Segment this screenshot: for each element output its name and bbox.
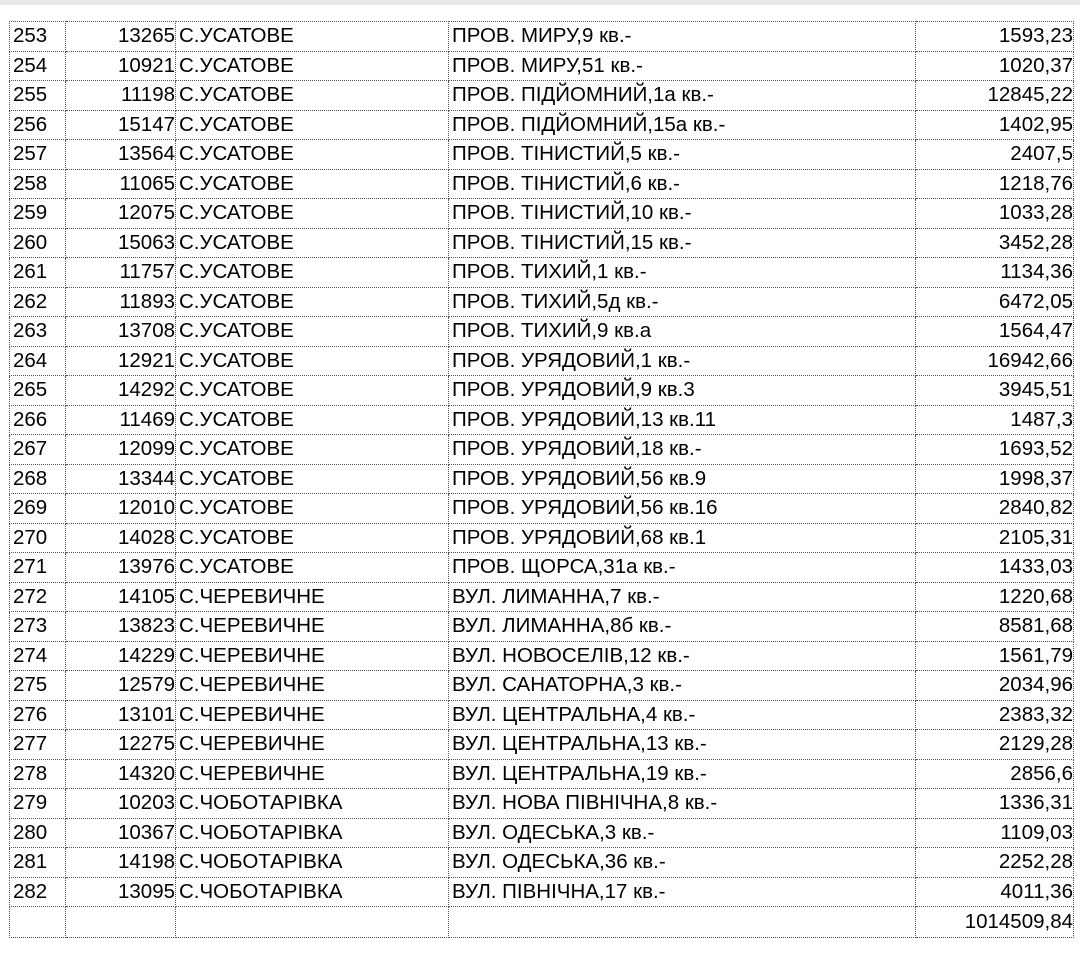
address-cell: ПРОВ. УРЯДОВИЙ,13 кв.11 (449, 405, 916, 435)
village-cell: С.УСАТОВЕ (176, 258, 449, 288)
table-row (10, 22, 1074, 52)
row-number-cell: 275 (10, 671, 66, 701)
table-row (10, 51, 1074, 81)
address-cell: ВУЛ. ОДЕСЬКА,36 кв.- (449, 848, 916, 878)
row-number-cell: 254 (10, 51, 66, 81)
village-cell: С.УСАТОВЕ (176, 553, 449, 583)
row-number-cell: 263 (10, 317, 66, 347)
account-number-cell: 13708 (66, 317, 176, 347)
amount-cell: 1134,36 (916, 258, 1074, 288)
row-number-cell: 271 (10, 553, 66, 583)
table-row (10, 228, 1074, 258)
village-cell: С.ЧЕРЕВИЧНЕ (176, 671, 449, 701)
account-number-cell: 11065 (66, 169, 176, 199)
amount-cell: 3945,51 (916, 376, 1074, 406)
account-number-cell: 14320 (66, 759, 176, 789)
amount-cell: 4011,36 (916, 877, 1074, 907)
row-number-cell: 262 (10, 287, 66, 317)
amount-cell: 2034,96 (916, 671, 1074, 701)
address-cell: ПРОВ. ЩОРСА,31а кв.- (449, 553, 916, 583)
village-cell: С.ЧЕРЕВИЧНЕ (176, 730, 449, 760)
village-cell: С.ЧЕРЕВИЧНЕ (176, 612, 449, 642)
account-number-cell: 11469 (66, 405, 176, 435)
address-cell: ВУЛ. ПІВНІЧНА,17 кв.- (449, 877, 916, 907)
account-number-cell: 14229 (66, 641, 176, 671)
amount-cell: 1109,03 (916, 818, 1074, 848)
village-cell: С.УСАТОВЕ (176, 199, 449, 229)
amount-cell: 1033,28 (916, 199, 1074, 229)
address-cell: ВУЛ. ЛИМАННА,8б кв.- (449, 612, 916, 642)
table-row (10, 258, 1074, 288)
address-cell: ВУЛ. НОВА ПІВНІЧНА,8 кв.- (449, 789, 916, 819)
address-cell: ПРОВ. УРЯДОВИЙ,68 кв.1 (449, 523, 916, 553)
row-number-cell: 264 (10, 346, 66, 376)
amount-cell: 12845,22 (916, 81, 1074, 111)
address-cell: ПРОВ. ТИХИЙ,1 кв.- (449, 258, 916, 288)
account-number-cell: 13265 (66, 22, 176, 52)
table-row (10, 287, 1074, 317)
address-cell: ПРОВ. МИРУ,51 кв.- (449, 51, 916, 81)
address-cell: ВУЛ. САНАТОРНА,3 кв.- (449, 671, 916, 701)
village-cell: С.УСАТОВЕ (176, 51, 449, 81)
table-row (10, 759, 1074, 789)
row-number-cell: 279 (10, 789, 66, 819)
amount-cell: 16942,66 (916, 346, 1074, 376)
village-cell: С.УСАТОВЕ (176, 376, 449, 406)
village-cell: С.УСАТОВЕ (176, 464, 449, 494)
table-row (10, 494, 1074, 524)
table-row (10, 317, 1074, 347)
account-number-cell: 11757 (66, 258, 176, 288)
row-number-cell: 253 (10, 22, 66, 52)
row-number-cell: 259 (10, 199, 66, 229)
village-cell: С.УСАТОВЕ (176, 346, 449, 376)
village-cell: С.ЧОБОТАРІВКА (176, 789, 449, 819)
amount-cell: 2252,28 (916, 848, 1074, 878)
account-number-cell: 12579 (66, 671, 176, 701)
amount-cell: 1561,79 (916, 641, 1074, 671)
amount-cell: 1336,31 (916, 789, 1074, 819)
account-number-cell: 15063 (66, 228, 176, 258)
amount-cell: 2856,6 (916, 759, 1074, 789)
row-number-cell: 276 (10, 700, 66, 730)
debt-register-sheet (9, 21, 1073, 938)
row-number-cell: 277 (10, 730, 66, 760)
row-number-cell: 255 (10, 81, 66, 111)
village-cell: С.УСАТОВЕ (176, 435, 449, 465)
account-number-cell: 12099 (66, 435, 176, 465)
table-row (10, 140, 1074, 170)
row-number-cell: 281 (10, 848, 66, 878)
table-row (10, 346, 1074, 376)
village-cell: С.УСАТОВЕ (176, 140, 449, 170)
village-cell: С.УСАТОВЕ (176, 405, 449, 435)
address-cell: ВУЛ. ЛИМАННА,7 кв.- (449, 582, 916, 612)
table-row (10, 405, 1074, 435)
account-number-cell: 14105 (66, 582, 176, 612)
account-number-cell: 10921 (66, 51, 176, 81)
account-number-cell: 13095 (66, 877, 176, 907)
village-cell: С.ЧОБОТАРІВКА (176, 818, 449, 848)
account-number-cell: 10203 (66, 789, 176, 819)
row-number-cell: 256 (10, 110, 66, 140)
amount-cell: 2129,28 (916, 730, 1074, 760)
table-row (10, 376, 1074, 406)
village-cell: С.УСАТОВЕ (176, 523, 449, 553)
table-row (10, 848, 1074, 878)
amount-cell: 1693,52 (916, 435, 1074, 465)
account-number-cell: 12075 (66, 199, 176, 229)
total-empty-cell (10, 907, 66, 938)
address-cell: ПРОВ. ТІНИСТИЙ,6 кв.- (449, 169, 916, 199)
row-number-cell: 268 (10, 464, 66, 494)
table-row (10, 169, 1074, 199)
row-number-cell: 280 (10, 818, 66, 848)
amount-cell: 1998,37 (916, 464, 1074, 494)
row-number-cell: 270 (10, 523, 66, 553)
address-cell: ПРОВ. УРЯДОВИЙ,1 кв.- (449, 346, 916, 376)
table-row (10, 199, 1074, 229)
table-row (10, 553, 1074, 583)
table-row (10, 523, 1074, 553)
address-cell: ВУЛ. НОВОСЕЛІВ,12 кв.- (449, 641, 916, 671)
table-row (10, 818, 1074, 848)
amount-cell: 2407,5 (916, 140, 1074, 170)
account-number-cell: 13564 (66, 140, 176, 170)
register-body (10, 22, 1074, 907)
row-number-cell: 266 (10, 405, 66, 435)
amount-cell: 2105,31 (916, 523, 1074, 553)
address-cell: ПРОВ. ТІНИСТИЙ,15 кв.- (449, 228, 916, 258)
village-cell: С.ЧЕРЕВИЧНЕ (176, 582, 449, 612)
account-number-cell: 11198 (66, 81, 176, 111)
account-number-cell: 13976 (66, 553, 176, 583)
address-cell: ПРОВ. УРЯДОВИЙ,56 кв.9 (449, 464, 916, 494)
account-number-cell: 14028 (66, 523, 176, 553)
account-number-cell: 12010 (66, 494, 176, 524)
amount-cell: 8581,68 (916, 612, 1074, 642)
village-cell: С.УСАТОВЕ (176, 317, 449, 347)
amount-cell: 1218,76 (916, 169, 1074, 199)
total-empty-cell (449, 907, 916, 938)
row-number-cell: 272 (10, 582, 66, 612)
village-cell: С.УСАТОВЕ (176, 494, 449, 524)
amount-cell: 1593,23 (916, 22, 1074, 52)
row-number-cell: 261 (10, 258, 66, 288)
account-number-cell: 13101 (66, 700, 176, 730)
table-row (10, 700, 1074, 730)
village-cell: С.УСАТОВЕ (176, 22, 449, 52)
address-cell: ПРОВ. УРЯДОВИЙ,18 кв.- (449, 435, 916, 465)
table-row (10, 730, 1074, 760)
total-empty-cell (176, 907, 449, 938)
row-number-cell: 260 (10, 228, 66, 258)
account-number-cell: 13344 (66, 464, 176, 494)
amount-cell: 2840,82 (916, 494, 1074, 524)
amount-cell: 3452,28 (916, 228, 1074, 258)
row-number-cell: 257 (10, 140, 66, 170)
row-number-cell: 265 (10, 376, 66, 406)
row-number-cell: 282 (10, 877, 66, 907)
account-number-cell: 15147 (66, 110, 176, 140)
village-cell: С.УСАТОВЕ (176, 169, 449, 199)
amount-cell: 1564,47 (916, 317, 1074, 347)
address-cell: ВУЛ. ЦЕНТРАЛЬНА,13 кв.- (449, 730, 916, 760)
grand-total-cell: 1014509,84 (916, 907, 1074, 938)
table-row (10, 612, 1074, 642)
table-row (10, 671, 1074, 701)
village-cell: С.ЧОБОТАРІВКА (176, 848, 449, 878)
debt-register-table (9, 21, 1074, 938)
row-number-cell: 269 (10, 494, 66, 524)
address-cell: ПРОВ. ПІДЙОМНИЙ,1а кв.- (449, 81, 916, 111)
village-cell: С.ЧЕРЕВИЧНЕ (176, 700, 449, 730)
address-cell: ВУЛ. ОДЕСЬКА,3 кв.- (449, 818, 916, 848)
village-cell: С.ЧЕРЕВИЧНЕ (176, 641, 449, 671)
row-number-cell: 273 (10, 612, 66, 642)
account-number-cell: 14198 (66, 848, 176, 878)
amount-cell: 1402,95 (916, 110, 1074, 140)
table-row (10, 110, 1074, 140)
account-number-cell: 12275 (66, 730, 176, 760)
table-row (10, 877, 1074, 907)
address-cell: ПРОВ. ТІНИСТИЙ,10 кв.- (449, 199, 916, 229)
village-cell: С.ЧОБОТАРІВКА (176, 877, 449, 907)
table-row (10, 435, 1074, 465)
village-cell: С.ЧЕРЕВИЧНЕ (176, 759, 449, 789)
village-cell: С.УСАТОВЕ (176, 228, 449, 258)
amount-cell: 6472,05 (916, 287, 1074, 317)
account-number-cell: 10367 (66, 818, 176, 848)
table-row (10, 81, 1074, 111)
village-cell: С.УСАТОВЕ (176, 110, 449, 140)
top-border-strip (0, 0, 1080, 5)
amount-cell: 1433,03 (916, 553, 1074, 583)
address-cell: ПРОВ. ПІДЙОМНИЙ,15а кв.- (449, 110, 916, 140)
address-cell: ПРОВ. ТІНИСТИЙ,5 кв.- (449, 140, 916, 170)
total-empty-cell (66, 907, 176, 938)
address-cell: ПРОВ. МИРУ,9 кв.- (449, 22, 916, 52)
address-cell: ПРОВ. УРЯДОВИЙ,56 кв.16 (449, 494, 916, 524)
table-row (10, 789, 1074, 819)
total-row (10, 907, 1074, 938)
account-number-cell: 13823 (66, 612, 176, 642)
address-cell: ПРОВ. ТИХИЙ,5д кв.- (449, 287, 916, 317)
account-number-cell: 12921 (66, 346, 176, 376)
address-cell: ВУЛ. ЦЕНТРАЛЬНА,19 кв.- (449, 759, 916, 789)
table-row (10, 582, 1074, 612)
address-cell: ВУЛ. ЦЕНТРАЛЬНА,4 кв.- (449, 700, 916, 730)
address-cell: ПРОВ. ТИХИЙ,9 кв.а (449, 317, 916, 347)
village-cell: С.УСАТОВЕ (176, 81, 449, 111)
amount-cell: 1487,3 (916, 405, 1074, 435)
account-number-cell: 11893 (66, 287, 176, 317)
address-cell: ПРОВ. УРЯДОВИЙ,9 кв.3 (449, 376, 916, 406)
table-row (10, 464, 1074, 494)
amount-cell: 1020,37 (916, 51, 1074, 81)
village-cell: С.УСАТОВЕ (176, 287, 449, 317)
row-number-cell: 258 (10, 169, 66, 199)
row-number-cell: 274 (10, 641, 66, 671)
amount-cell: 2383,32 (916, 700, 1074, 730)
row-number-cell: 267 (10, 435, 66, 465)
table-row (10, 641, 1074, 671)
amount-cell: 1220,68 (916, 582, 1074, 612)
account-number-cell: 14292 (66, 376, 176, 406)
row-number-cell: 278 (10, 759, 66, 789)
